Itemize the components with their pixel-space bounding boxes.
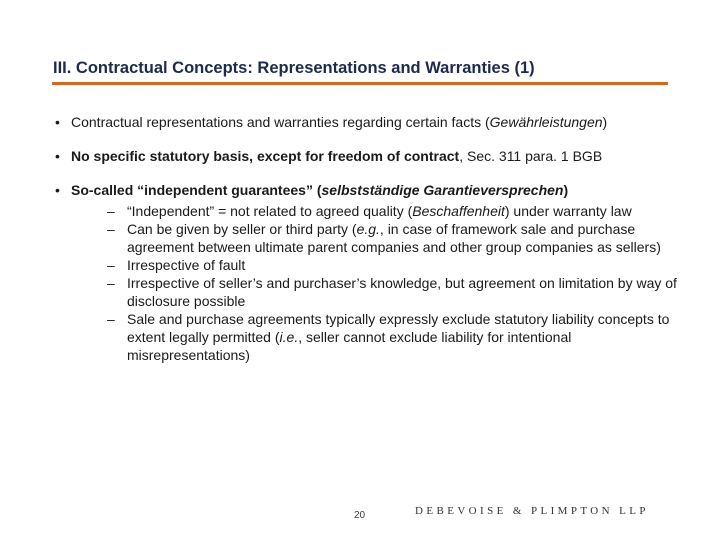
- sub-bullet-marker: –: [107, 203, 115, 219]
- bullet-text-bold-emphasis: selbstständige Garantieversprechen: [321, 182, 564, 198]
- bullet-text-emphasis: Gewährleistungen: [489, 114, 603, 130]
- sub-bullet-emphasis: e.g.: [356, 221, 380, 237]
- sub-bullet-item: [107, 220, 687, 256]
- bullet-item: [55, 114, 685, 131]
- sub-bullet-tail: ) under warranty law: [504, 203, 632, 219]
- sub-bullet-item: [107, 256, 687, 274]
- sub-bullet-emphasis: Beschaffenheit: [412, 203, 505, 219]
- page-number: 20: [354, 510, 366, 521]
- sub-bullet-tail: , in case of framework sale and purchase agreement between ultimate parent companies and other group companies as sellers): [127, 221, 661, 255]
- bullet-item: [55, 148, 685, 165]
- bullet-marker: •: [55, 182, 60, 198]
- sub-bullet-lead: Can be given by seller or third party (: [127, 221, 357, 237]
- sub-bullet-marker: –: [107, 275, 115, 291]
- sub-bullet-marker: –: [107, 311, 115, 327]
- sub-bullet-marker: –: [107, 257, 115, 273]
- sub-bullet-emphasis: i.e.: [279, 329, 299, 345]
- sub-bullet-marker: –: [107, 221, 115, 237]
- bullet-text: [71, 182, 568, 198]
- sub-bullet-lead: Irrespective of fault: [127, 257, 246, 273]
- bullet-item: [55, 182, 685, 364]
- sub-bullet-item: [107, 274, 687, 310]
- bullet-marker: •: [55, 114, 60, 130]
- sub-bullet-item: [107, 310, 687, 364]
- sub-bullet-item: [107, 202, 687, 220]
- bullet-text-rest: , Sec. 311 para. 1 BGB: [459, 148, 603, 164]
- bullet-text: [71, 114, 607, 130]
- bullet-text-lead: Contractual representations and warranties regarding certain facts (: [71, 114, 490, 130]
- sub-bullet-lead: Irrespective of seller’s and purchaser’s knowledge, but agreement on limitation by way of disclosure possible: [127, 275, 677, 309]
- bullet-marker: •: [55, 148, 60, 164]
- bullet-text-bold: So-called “independent guarantees” (: [71, 182, 322, 198]
- bullet-text-bold: No specific statutory basis, except for freedom of contract: [71, 148, 460, 164]
- bullet-text: [71, 148, 602, 164]
- firm-logo: DEBEVOISE & PLIMPTON LLP: [415, 505, 649, 517]
- sub-bullet-list: [107, 202, 685, 364]
- sub-bullet-tail: , seller cannot exclude liability for intentional misrepresentations): [127, 329, 572, 363]
- bullet-text-tail: ): [602, 114, 608, 130]
- slide-content: [55, 114, 685, 381]
- sub-bullet-lead: “Independent” = not related to agreed quality (: [127, 203, 413, 219]
- sub-bullet-lead: Sale and purchase agreements typically expressly exclude statutory liability concepts to extent legally permitted (: [127, 311, 670, 345]
- slide-title: III. Contractual Concepts: Representations and Warranties (1): [53, 59, 535, 77]
- title-divider: [52, 82, 668, 85]
- bullet-text-bold-close: ): [563, 182, 569, 198]
